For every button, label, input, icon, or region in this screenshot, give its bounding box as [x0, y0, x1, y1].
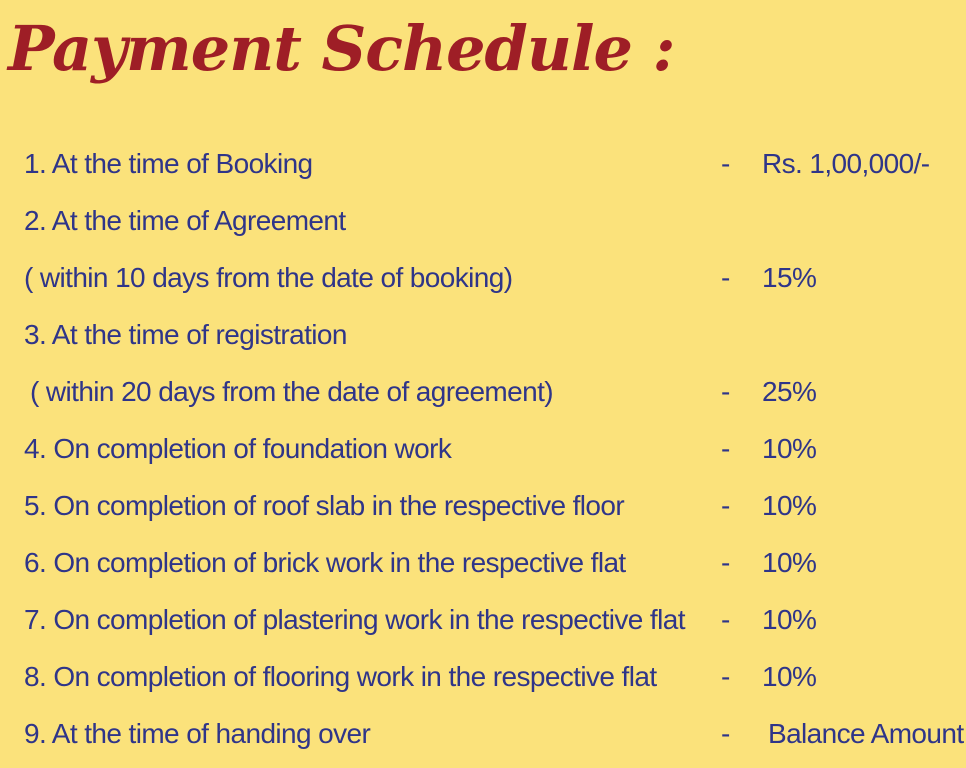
row-value: 10%	[762, 433, 817, 464]
row-label: 3. At the time of registration	[24, 319, 347, 350]
row-value: Rs. 1,00,000/-	[762, 148, 930, 179]
row-separator: -	[721, 376, 730, 407]
row-label: 6. On completion of brick work in the respective flat	[24, 547, 626, 578]
row-value: 10%	[762, 604, 817, 635]
schedule-row-foundation	[0, 421, 966, 478]
row-separator: -	[721, 490, 730, 521]
schedule-row-flooring	[0, 649, 966, 706]
row-separator: -	[721, 547, 730, 578]
row-label: 4. On completion of foundation work	[24, 433, 452, 464]
row-label: 9. At the time of handing over	[24, 718, 371, 749]
schedule-row-handover	[0, 706, 966, 763]
row-label: 1. At the time of Booking	[24, 148, 313, 179]
payment-schedule-list	[0, 136, 966, 763]
row-label: 8. On completion of flooring work in the respective flat	[24, 661, 657, 692]
row-value: 10%	[762, 661, 817, 692]
row-separator: -	[721, 262, 730, 293]
row-label: ( within 20 days from the date of agreement)	[30, 376, 553, 407]
schedule-row-booking	[0, 136, 966, 193]
row-value: 15%	[762, 262, 817, 293]
row-separator: -	[721, 661, 730, 692]
row-value: 25%	[762, 376, 817, 407]
schedule-row-agreement-detail	[0, 250, 966, 307]
row-separator: -	[721, 604, 730, 635]
schedule-row-registration	[0, 307, 966, 364]
row-label: 2. At the time of Agreement	[24, 205, 346, 236]
row-label: 7. On completion of plastering work in the respective flat	[24, 604, 685, 635]
row-value: 10%	[762, 547, 817, 578]
schedule-row-plastering	[0, 592, 966, 649]
row-label: 5. On completion of roof slab in the respective floor	[24, 490, 625, 521]
page-title: Payment Schedule :	[8, 12, 675, 85]
row-label: ( within 10 days from the date of booking)	[24, 262, 513, 293]
row-separator: -	[721, 148, 730, 179]
schedule-row-agreement	[0, 193, 966, 250]
schedule-row-registration-detail	[0, 364, 966, 421]
row-value: Balance Amount	[768, 718, 964, 749]
schedule-row-roof-slab	[0, 478, 966, 535]
schedule-row-brick-work	[0, 535, 966, 592]
row-separator: -	[721, 433, 730, 464]
row-separator: -	[721, 718, 730, 749]
row-value: 10%	[762, 490, 817, 521]
